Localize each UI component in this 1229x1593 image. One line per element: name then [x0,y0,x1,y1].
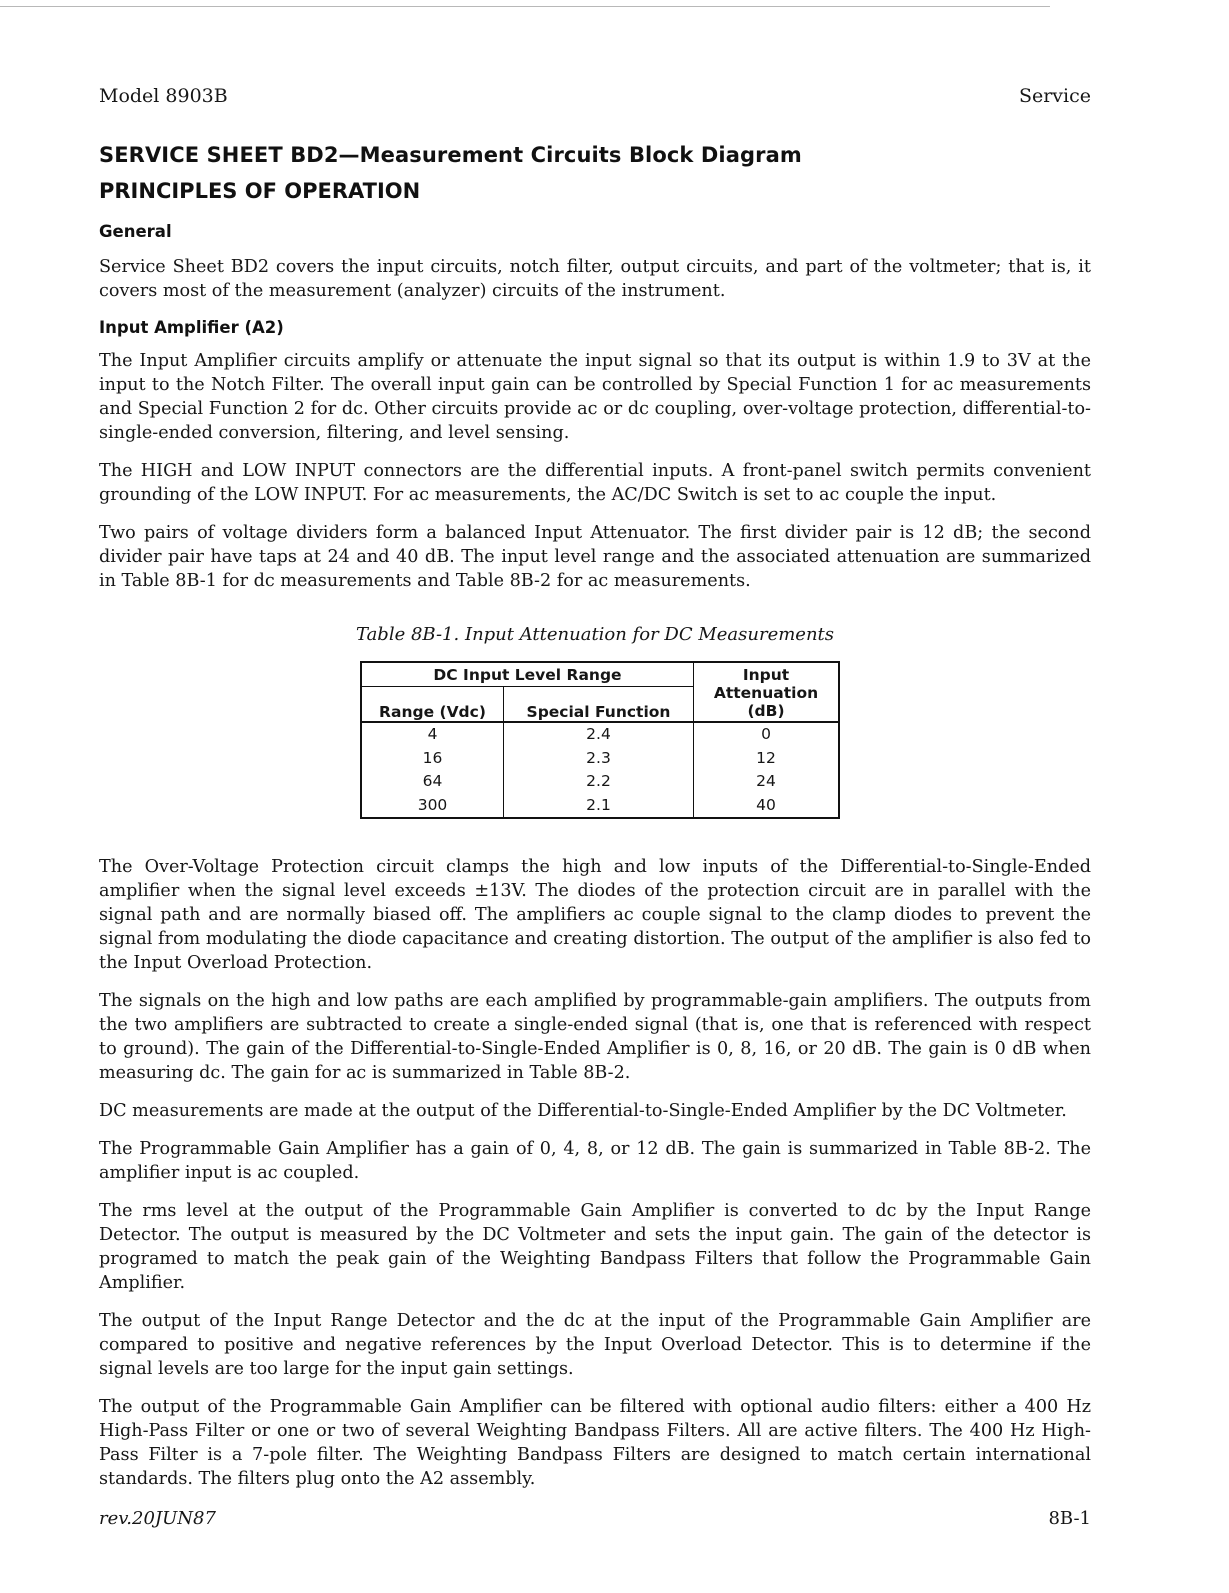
general-paragraph: Service Sheet BD2 covers the input circuits, notch filter, output circuits, and part of the voltmeter; that is, it covers most of the measurement (analyzer) circuits of the instrument. [99,257,1091,301]
table-cell: 2.3 [504,747,694,771]
table-cell: 2.1 [504,794,694,819]
paragraph: The rms level at the output of the Programmable Gain Amplifier is converted to dc by the Input Range Detector. The output is measured by the DC Voltmeter and sets the input gain. The gain of the detector is programed to match the peak gain of the Weighting Bandpass Filters that follow the Programmable Gain Amplifier. [99,1201,1091,1293]
table-row [361,770,839,794]
table-cell: 4 [361,722,504,747]
table-cell: 64 [361,770,504,794]
page-subtitle: PRINCIPLES OF OPERATION [99,179,421,203]
paragraph: Two pairs of voltage dividers form a balanced Input Attenuator. The first divider pair is 12 dB; the second divider pair have taps at 24 and 40 dB. The input level range and the associated attenuation are summarized in Table 8B-1 for dc measurements and Table 8B-2 for ac measurements. [99,523,1091,591]
paragraph: The Programmable Gain Amplifier has a gain of 0, 4, 8, or 12 dB. The gain is summarized in Table 8B-2. The amplifier input is ac coupled. [99,1139,1091,1183]
paragraph: The output of the Input Range Detector and the dc at the input of the Programmable Gain Amplifier are compared to positive and negative references by the Input Overload Detector. This is to determine if the signal levels are too large for the input gain settings. [99,1311,1091,1379]
table-header-attenuation: Input Attenuation (dB) [694,662,840,722]
paragraph: The output of the Programmable Gain Amplifier can be filtered with optional audio filters: either a 400 Hz High-Pass Filter or one or two of several Weighting Bandpass Filters. All are active filters. The 400 Hz High-Pass Filter is a 7-pole filter. The Weighting Bandpass Filters are designed to match certain international standards. The filters plug onto the A2 assembly. [99,1397,1091,1489]
revision-footer: rev.20JUN87 [99,1508,216,1529]
table-cell: 40 [694,794,840,819]
table-cell: 2.4 [504,722,694,747]
input-amplifier-heading: Input Amplifier (A2) [99,318,284,337]
model-header: Model 8903B [99,85,228,107]
page-content [99,137,1091,1505]
table-header-range: Range (Vdc) [361,687,504,723]
section-header: Service [1018,85,1091,107]
paragraph: The HIGH and LOW INPUT connectors are the differential inputs. A front-panel switch permits convenient grounding of the LOW INPUT. For ac measurements, the AC/DC Switch is set to ac couple the input. [99,461,1091,505]
table-cell: 300 [361,794,504,819]
table-row [361,794,839,819]
paragraph: The Over-Voltage Protection circuit clamps the high and low inputs of the Differential-to-Single-Ended amplifier when the signal level exceeds ±13V. The diodes of the protection circuit are in parallel with the signal path and are normally biased off. The amplifiers ac couple signal to the clamp diodes to prevent the signal from modulating the diode capacitance and creating distortion. The output of the amplifier is also fed to the Input Overload Protection. [99,857,1091,973]
table-cell: 2.2 [504,770,694,794]
table-cell: 24 [694,770,840,794]
table-row [361,722,839,747]
top-rule [0,6,1050,7]
general-heading: General [99,222,172,241]
table-row [361,747,839,771]
input-attenuation-table [360,661,840,819]
paragraph: DC measurements are made at the output of the Differential-to-Single-Ended Amplifier by the DC Voltmeter. [99,1101,1067,1121]
table-cell: 12 [694,747,840,771]
table-group-header: DC Input Level Range [361,662,694,687]
table-caption: Table 8B-1. Input Attenuation for DC Measurements [355,624,835,645]
paragraph: The signals on the high and low paths are each amplified by programmable-gain amplifiers. The outputs from the two amplifiers are subtracted to create a single-ended signal (that is, one that is referenced with respect to ground). The gain of the Differential-to-Single-Ended Amplifier is 0, 8, 16, or 20 dB. The gain is 0 dB when measuring dc. The gain for ac is summarized in Table 8B-2. [99,991,1091,1083]
table-cell: 16 [361,747,504,771]
table-header-special-function: Special Function [504,687,694,723]
table-cell: 0 [694,722,840,747]
page-title: SERVICE SHEET BD2—Measurement Circuits Block Diagram [99,143,802,167]
page-number: 8B-1 [1048,1508,1091,1529]
paragraph: The Input Amplifier circuits amplify or attenuate the input signal so that its output is within 1.9 to 3V at the input to the Notch Filter. The overall input gain can be controlled by Special Function 1 for ac measurements and Special Function 2 for dc. Other circuits provide ac or dc coupling, over-voltage protection, differential-to-single-ended conversion, filtering, and level sensing. [99,351,1091,443]
